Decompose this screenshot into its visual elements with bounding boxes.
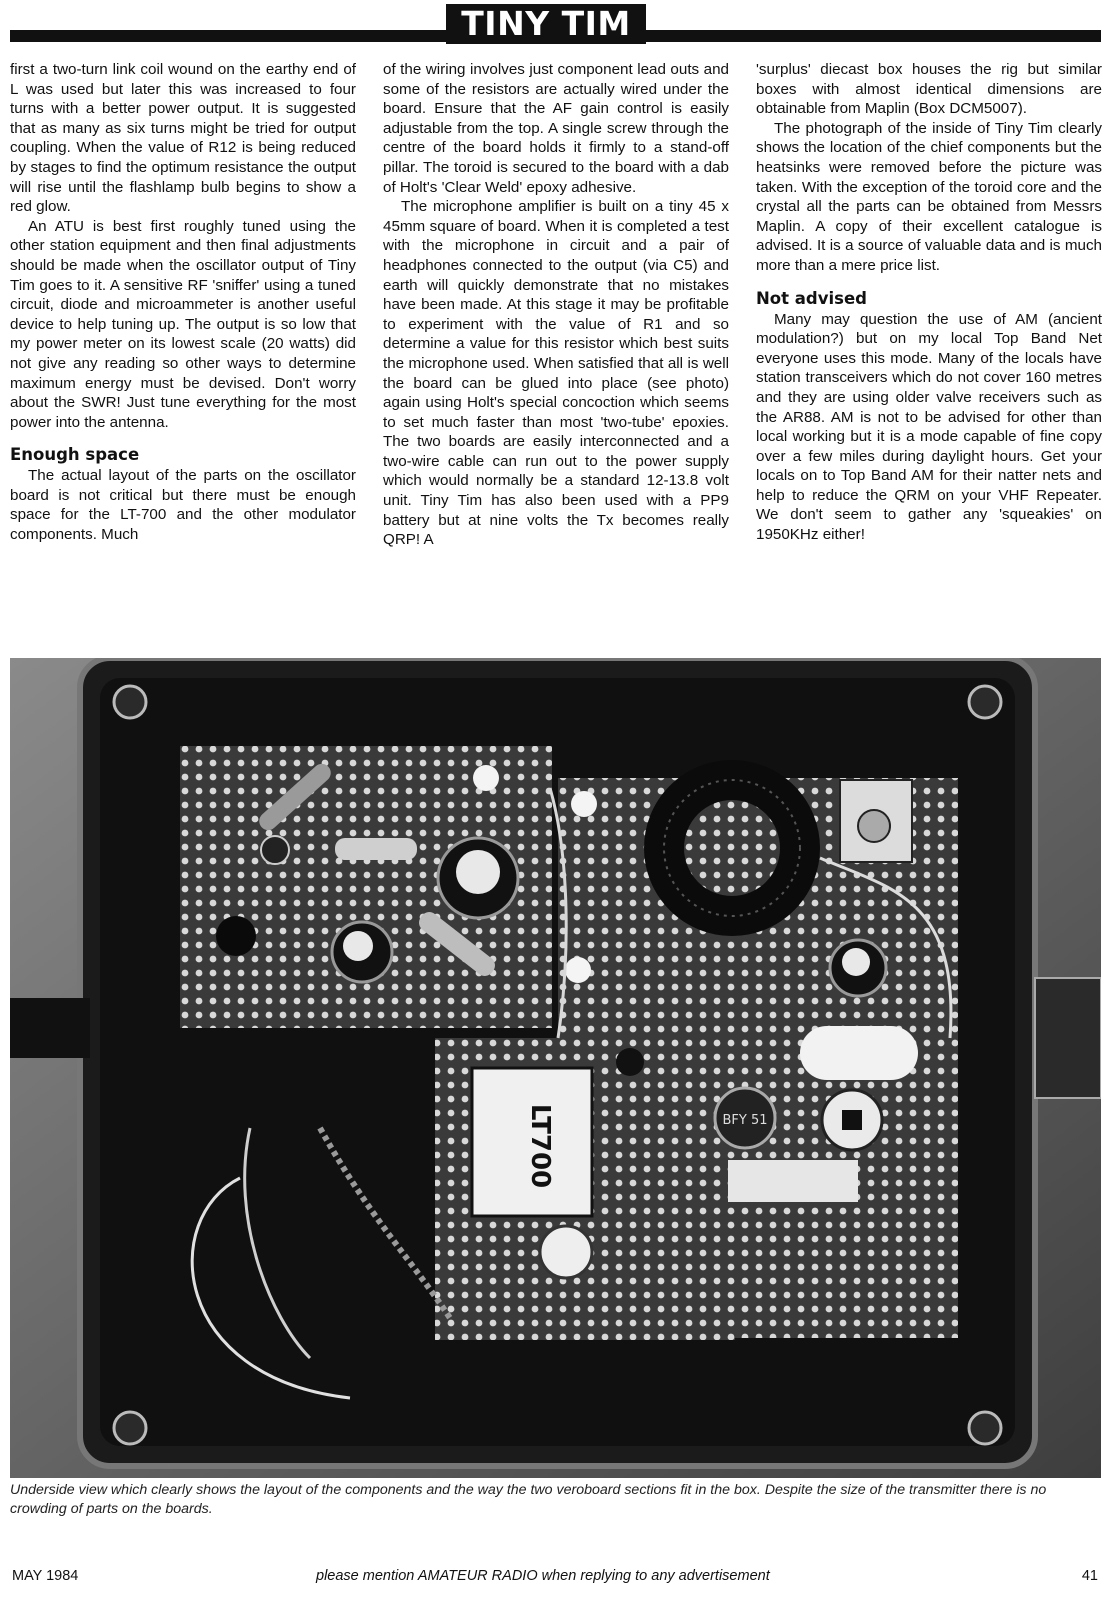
article-columns (10, 60, 1102, 652)
crystal-icon (800, 1026, 918, 1080)
column-3 (756, 60, 1102, 652)
resistor-block-icon (728, 1160, 858, 1202)
potentiometer-slot (842, 1110, 862, 1130)
standoff-pillar-icon (571, 791, 597, 817)
capacitor-icon (261, 836, 289, 864)
standoff-pillar-icon (565, 957, 591, 983)
mounting-screw-icon (616, 1048, 644, 1076)
transformer-label: LT700 (525, 1103, 555, 1189)
article-title: TINY TIM (446, 4, 646, 44)
screw-icon (969, 1412, 1001, 1444)
photo-caption: Underside view which clearly shows the layout of the components and the way the two veroboard sections fit in the box. Despite the size of the transmitter there is no crowding of parts on the boards. (10, 1482, 1047, 1517)
paragraph: The photograph of the inside of Tiny Tim clearly shows the location of the chief components but the heatsinks were removed before the picture was taken. With the exception of the toroid core and the crystal all the parts can be obtained from Messrs Maplin. A copy of their excellent catalogue is advised. It is a source of valuable data and is much more than a mere price list. (756, 119, 1102, 274)
page-number: 41 (1081, 1568, 1098, 1584)
paragraph: Many may question the use of AM (ancient modulation?) but on my local Top Band Net everyone uses this mode. Many of the locals have station transceivers which do not cover 160 metres and they are using older valve receivers such as the AR88. AM is not to be advised for other than local working but it is a mode capable of fine copy over a few miles during daylight hours. Get your locals on to Top Band AM for their natter nets and help to reduce the QRM on your VHF Repeater. We don't seem to gather any 'squeakies' on 1950KHz either! (756, 310, 1102, 544)
photo-illustration (10, 658, 1101, 1478)
section-heading-enough-space: Enough space (10, 445, 140, 465)
capacitor-top-icon (842, 948, 870, 976)
paragraph: The microphone amplifier is built on a tiny 45 x 45mm square of board. When it is completed a test with the microphone in circuit and a pair of headphones connected to the output (via C5) and earth will quickly demonstrate that no mistakes have been made. At this stage it may be profitable to experiment with the value of R1 and so determine a value for this resistor which best suits the microphone used. When satisfied that all is well the board can be glued into place (see photo) again using Holt's special concoction which seems to set much faster than most 'two-tube' epoxies. The two boards are easily interconnected and a two-wire cable can run out to the power supply which would normally be a standard 12-13.8 volt unit. Tiny Tim has also been used with a PP9 battery but at nine volts the Tx becomes really QRP! A (383, 198, 729, 549)
paragraph: An ATU is best first roughly tuned using the other station equipment and then final adjustments should be made when the oscillator output of Tiny Tim goes to it. A sensitive RF 'sniffer' using a tuned circuit, diode and microammeter is another useful device to help tuning up. The output is so low that my power meter on its lowest scale (20 watts) did not give any reading so other ways to determine maximum energy must be devised. Don't worry about the SWR! Just tune everything for the most power into the antenna. (10, 217, 356, 431)
screw-icon (969, 686, 1001, 718)
section-heading-not-advised: Not advised (756, 288, 867, 308)
resistor-icon (335, 838, 417, 860)
antenna-connector-icon (1035, 978, 1101, 1098)
trimmer-screw-icon (858, 810, 890, 842)
capacitor-top-icon (343, 931, 373, 961)
capacitor-top-icon (456, 850, 500, 894)
screw-icon (114, 1412, 146, 1444)
screw-icon (114, 686, 146, 718)
column-1 (10, 60, 356, 652)
power-lead-grommet (10, 998, 90, 1058)
page-footer (10, 1568, 1102, 1592)
paragraph: of the wiring involves just component lead outs and some of the resistors are actually wired under the board. Ensure that the AF gain control is easily adjustable from the top. A single screw through the centre of the board holds it firmly to a stand-off pillar. The toroid is secured to the board with a dab of Holt's 'Clear Weld' epoxy adhesive. (383, 61, 729, 196)
paragraph: The actual layout of the parts on the oscillator board is not critical but there must be enough space for the LT-700 and the other modulator components. Much (10, 467, 356, 544)
column-2 (383, 60, 729, 652)
standoff-pillar-icon (473, 765, 499, 791)
paragraph: first a two-turn link coil wound on the earthy end of L was used but later this was increased to four turns with a better power output. It is suggested that as many as six turns might be tried for output coupling. When the value of R12 is being reduced by stages to find the optimum resistance the output will rise until the flashlamp bulb begins to show a red glow. (10, 61, 356, 216)
circuit-board-photo (10, 658, 1101, 1478)
transistor-label: BFY 51 (722, 1113, 768, 1128)
issue-date: MAY 1984 (12, 1568, 79, 1584)
transistor-icon (216, 916, 256, 956)
capacitor-icon (540, 1226, 592, 1278)
paragraph: 'surplus' diecast box houses the rig but similar boxes with almost identical dimensions are obtainable from Maplin (Box DCM5007). (756, 61, 1102, 118)
advertiser-mention: please mention AMATEUR RADIO when replying to any advertisement (316, 1568, 770, 1584)
